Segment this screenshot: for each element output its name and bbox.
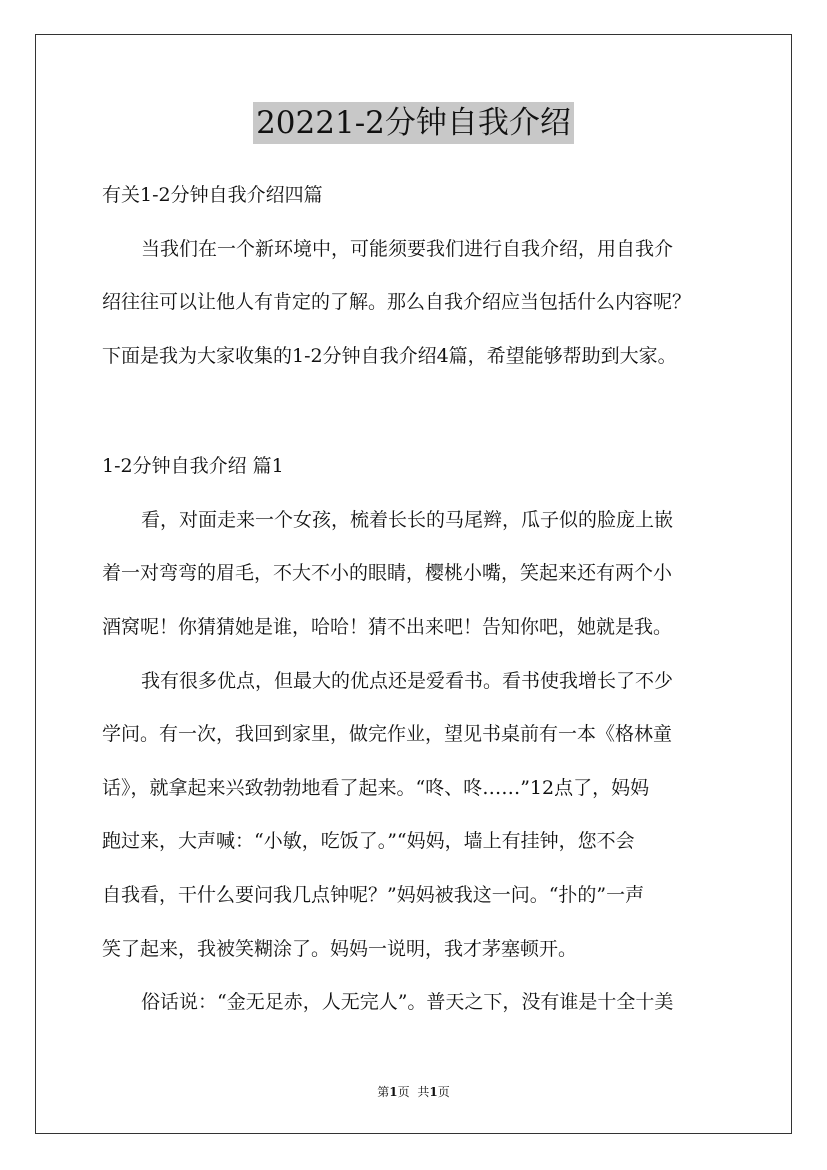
intro-line-3: 下面是我为大家收集的1-2分钟自我介绍4篇，希望能够帮助到大家。 bbox=[102, 345, 677, 367]
page-footer bbox=[0, 1084, 827, 1100]
intro-line-1: 当我们在一个新环境中，可能须要我们进行自我介绍，用自我介 bbox=[141, 238, 674, 260]
title-container bbox=[0, 102, 827, 144]
para3-line-1: 俗话说：“金无足赤，人无完人”。普天之下，没有谁是十全十美 bbox=[141, 991, 674, 1013]
para1-line-2: 着一对弯弯的眉毛，不大不小的眼睛，樱桃小嘴，笑起来还有两个小 bbox=[102, 562, 673, 584]
footer-page-number: 1 bbox=[389, 1085, 398, 1099]
footer-total-number: 1 bbox=[429, 1085, 438, 1099]
footer-page-prefix: 第 bbox=[377, 1085, 390, 1099]
section-heading: 1-2分钟自我介绍 篇1 bbox=[102, 455, 284, 477]
para2-line-3: 话》，就拿起来兴致勃勃地看了起来。“咚、咚……”12点了，妈妈 bbox=[102, 777, 650, 799]
para1-line-1: 看，对面走来一个女孩，梳着长长的马尾辫，瓜子似的脸庞上嵌 bbox=[141, 509, 674, 531]
para2-line-5: 自我看，干什么要问我几点钟呢？”妈妈被我这一问。“扑的”一声 bbox=[102, 884, 645, 906]
intro-line-2: 绍往往可以让他人有肯定的了解。那么自我介绍应当包括什么内容呢？ bbox=[102, 291, 692, 313]
para2-line-2: 学问。有一次，我回到家里，做完作业，望见书桌前有一本《格林童 bbox=[102, 723, 673, 745]
footer-page-suffix: 页 bbox=[397, 1085, 410, 1099]
para2-line-1: 我有很多优点，但最大的优点还是爱看书。看书使我增长了不少 bbox=[141, 670, 674, 692]
footer-total-prefix: 共 bbox=[417, 1085, 430, 1099]
footer-total-suffix: 页 bbox=[437, 1085, 450, 1099]
para2-line-4: 跑过来，大声喊：“小敏，吃饭了。”“妈妈，墙上有挂钟，您不会 bbox=[102, 830, 635, 852]
document-subtitle: 有关1-2分钟自我介绍四篇 bbox=[102, 184, 323, 206]
para1-line-3: 酒窝呢！你猜猜她是谁，哈哈！猜不出来吧！告知你吧，她就是我。 bbox=[102, 616, 673, 638]
para2-line-6: 笑了起来，我被笑糊涂了。妈妈一说明，我才茅塞顿开。 bbox=[102, 938, 578, 960]
document-title: 20221-2分钟自我介绍 bbox=[253, 102, 574, 144]
